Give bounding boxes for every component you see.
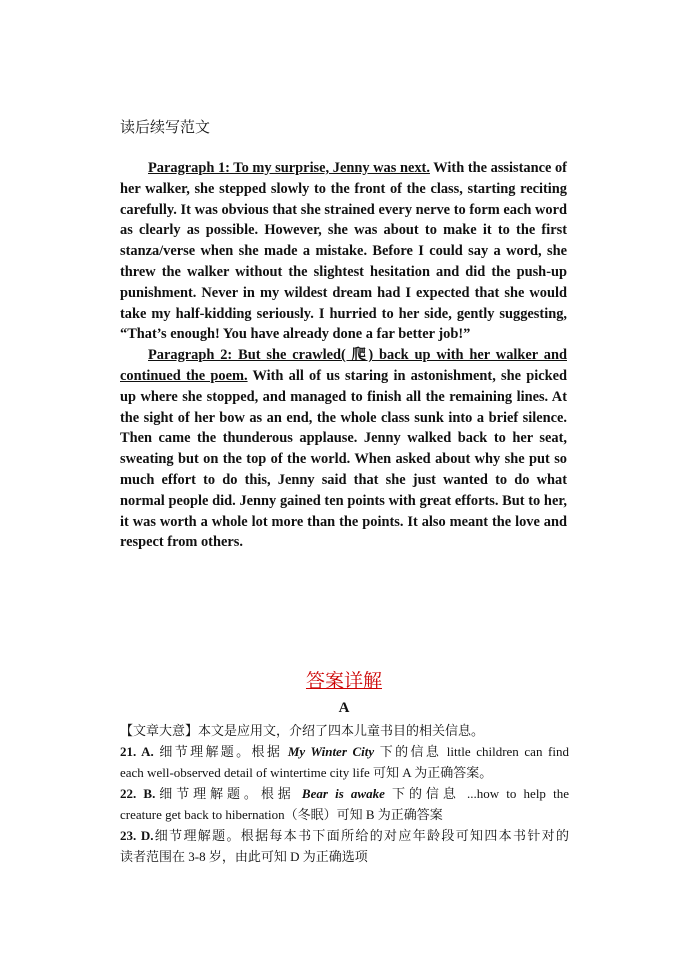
q22-line-1 (120, 783, 569, 804)
q21-line-1 (120, 741, 569, 762)
q21-text-1: 细节理解题。根据 (153, 744, 288, 759)
q21-number: 21. A. (120, 744, 154, 759)
document-title: 读后续写范文 (120, 120, 211, 136)
paragraph-2-body: With all of us staring in astonishment, she picked up where she stopped, and managed to finish all the remaining lines. At the sight of her bow as an end, the whole class sunk into a brief silence. Then came the thunderous applause. Jenny walked back to her seat, sweating but on the top of the world. When asked about why she put so much effort to do this, Jenny said that she just wanted to do what normal people did. Jenny gained ten points with great efforts. But to her, it was worth a whole lot more than the points. It also meant the love and respect from others. (120, 367, 568, 551)
q22-book-title: Bear is awake (301, 786, 385, 801)
q21-line-2: each well-observed detail of wintertime city life 可知 A 为正确答案。 (120, 765, 493, 780)
paragraph-1-lead: Paragraph 1: To my surprise, Jenny was next. (148, 160, 430, 176)
q21-text-2: 下的信息 little children can find (374, 744, 569, 759)
q23-text-1: 细节理解题。根据每本书下面所给的对应年龄段可知四本书针对的 (153, 828, 569, 843)
q23-line-1 (120, 825, 569, 846)
q21-book-title: My Winter City (287, 744, 375, 759)
q22-text-2: 下的信息 ...how to help the (384, 786, 569, 801)
section-letter: A (338, 700, 350, 716)
q23-line-2: 读者范围在 3-8 岁，由此可知 D 为正确选项 (120, 849, 368, 864)
model-essay (120, 158, 567, 553)
paragraph-1 (120, 158, 567, 345)
answer-heading: 答案详解 (305, 671, 382, 692)
q22-line-2: creature get back to hibernation（冬眠）可知 B 为正确答案 (120, 807, 443, 822)
article-summary: 【文章大意】本文是应用文，介绍了四本儿童书目的相关信息。 (120, 723, 485, 738)
q23-number: 23. D. (120, 828, 154, 843)
paragraph-1-body: With the assistance of her walker, she stepped slowly to the front of the class, starting reciting carefully. It was obvious that she strained every nerve to form each word as clearly as possible. However, she was about to make it to the first stanza/verse when she made a mistake. Before I could say a word, she threw the walker without the slightest hesitation and did the push-up punishment. Never in my wildest dream had I expected that she would take my half-kidding seriously. I hurried to her side, gently suggesting, “That’s enough! You have already done a far better job!” (120, 160, 567, 343)
q22-text-1: 细节理解题。根据 (155, 786, 302, 801)
answer-explanations (120, 720, 569, 867)
paragraph-2 (120, 345, 567, 553)
q22-number: 22. B. (120, 786, 156, 801)
paragraph-2-lead: Paragraph 2: But she crawled( 爬) back up with her walker and continued the poem. (120, 347, 567, 384)
